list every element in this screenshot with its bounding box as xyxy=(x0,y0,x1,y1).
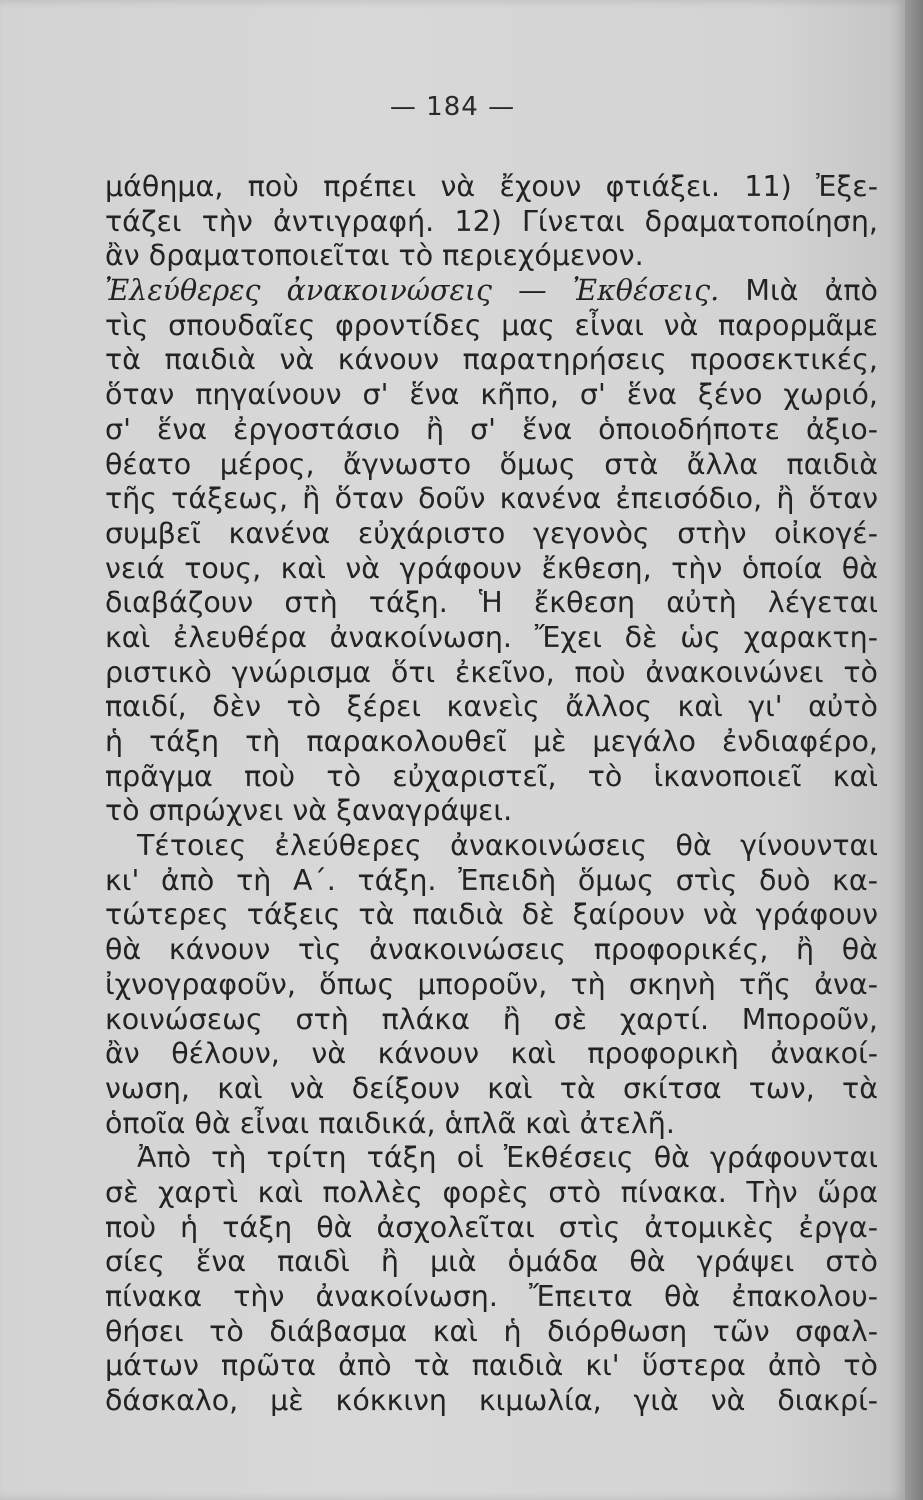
text-line: παιδί, δὲν τὸ ξέρει κανεὶς ἄλλος καὶ γι' αὐτὸ xyxy=(105,690,878,724)
text-line: νειά τους, καὶ νὰ γράφουν ἔκθεση, τὴν ὁποία θὰ xyxy=(105,551,878,585)
text-line: Ἀπὸ τὴ τρίτη τάξη οἱ Ἐκθέσεις θὰ γράφουνται xyxy=(137,1141,878,1175)
text-line: σ' ἕνα ἐργοστάσιο ἢ σ' ἕνα ὁποιοδήποτε ἀξιο- xyxy=(105,412,878,446)
text-line: νωση, καὶ νὰ δείξουν καὶ τὰ σκίτσα των, τὰ xyxy=(105,1071,878,1105)
text-line: τώτερες τάξεις τὰ παιδιὰ δὲ ξαίρουν νὰ γράφουν xyxy=(105,898,878,932)
text-line: τὸ σπρώχνει νὰ ξαναγράψει. xyxy=(105,794,513,828)
page-edge xyxy=(905,0,923,1500)
text-line: σὲ χαρτὶ καὶ πολλὲς φορὲς στὸ πίνακα. Τὴν ὥρα xyxy=(105,1175,878,1209)
text-line: πρᾶγμα ποὺ τὸ εὐχαριστεῖ, τὸ ἱκανοποιεῖ καὶ xyxy=(105,759,878,793)
text-line: ἰχνογραφοῦν, ὅπως μποροῦν, τὴ σκηνὴ τῆς ἀνα- xyxy=(105,967,878,1001)
text-line: διαβάζουν στὴ τάξη. Ἡ ἔκθεση αὐτὴ λέγεται xyxy=(105,586,878,620)
text-line: τῆς τάξεως, ἢ ὅταν δοῦν κανένα ἐπεισόδιο, ἢ ὅταν xyxy=(105,482,878,516)
text-line: Τέτοιες ἐλεύθερες ἀνακοινώσεις θὰ γίνουνται xyxy=(137,829,878,863)
text-line: τὰ παιδιὰ νὰ κάνουν παρατηρήσεις προσεκτικές, xyxy=(105,343,878,377)
page-number: — 184 — xyxy=(389,92,516,122)
text-line: καὶ ἐλευθέρα ἀνακοίνωση. Ἔχει δὲ ὡς χαρακτη- xyxy=(105,620,878,654)
text-line: θέατο μέρος, ἄγνωστο ὅμως στὰ ἄλλα παιδιὰ xyxy=(105,447,878,481)
text-line: ὁποῖα θὰ εἶναι παιδικά, ἁπλᾶ καὶ ἀτελῆ. xyxy=(105,1106,675,1140)
text-line: ὅταν πηγαίνουν σ' ἕνα κῆπο, σ' ἕνα ξένο χωριό, xyxy=(105,378,878,412)
text-line: μάθημα, ποὺ πρέπει νὰ ἔχουν φτιάξει. 11) Ἐξε- xyxy=(105,170,878,203)
text-line: μάτων πρῶτα ἀπὸ τὰ παιδιὰ κι' ὕστερα ἀπὸ τὸ xyxy=(105,1349,878,1383)
text-line: ἂν θέλουν, νὰ κάνουν καὶ προφορικὴ ἀνακοί- xyxy=(105,1037,878,1071)
text-line: τὶς σπουδαῖες φροντίδες μας εἶναι νὰ παρορμᾶμε xyxy=(105,308,878,342)
text-line: ποὺ ἡ τάξη θὰ ἀσχολεῖται στὶς ἀτομικὲς ἐργα- xyxy=(105,1210,878,1244)
text-line: ριστικὸ γνώρισμα ὅτι ἐκεῖνο, ποὺ ἀνακοινώνει τὸ xyxy=(105,655,878,689)
text-line: θὰ κάνουν τὶς ἀνακοινώσεις προφορικές, ἢ θὰ xyxy=(105,933,878,967)
text-line: κι' ἀπὸ τὴ Α΄. τάξη. Ἐπειδὴ ὅμως στὶς δυὸ κα- xyxy=(105,863,878,897)
text-line: τάζει τὴν ἀντιγραφή. 12) Γίνεται δραματοποίηση, xyxy=(105,204,878,238)
text-line: κοινώσεως στὴ πλάκα ἢ σὲ χαρτί. Μποροῦν, xyxy=(105,1002,878,1036)
text-line: ἡ τάξη τὴ παρακολουθεῖ μὲ μεγάλο ἐνδιαφέρο, xyxy=(105,725,878,758)
text-line: θήσει τὸ διάβασμα καὶ ἡ διόρθωση τῶν σφαλ- xyxy=(105,1314,878,1348)
text-fragment: Μιὰ ἀπὸ xyxy=(745,274,878,308)
body-text xyxy=(105,170,878,1419)
section-heading: Ἐλεύθερες ἀνακοινώσεις — Ἐκθέσεις. xyxy=(105,274,720,308)
text-line: δάσκαλο, μὲ κόκκινη κιμωλία, γιὰ νὰ διακρί- xyxy=(105,1384,878,1418)
text-line: συμβεῖ κανένα εὐχάριστο γεγονὸς στὴν οἰκογέ- xyxy=(105,516,878,550)
text-line: πίνακα τὴν ἀνακοίνωση. Ἔπειτα θὰ ἐπακολου- xyxy=(105,1280,878,1313)
text-line: ἂν δραματοποιεῖται τὸ περιεχόμενον. xyxy=(105,239,644,273)
text-line: σίες ἕνα παιδὶ ἢ μιὰ ὁμάδα θὰ γράψει στὸ xyxy=(105,1245,878,1279)
section-heading-line xyxy=(105,274,878,309)
